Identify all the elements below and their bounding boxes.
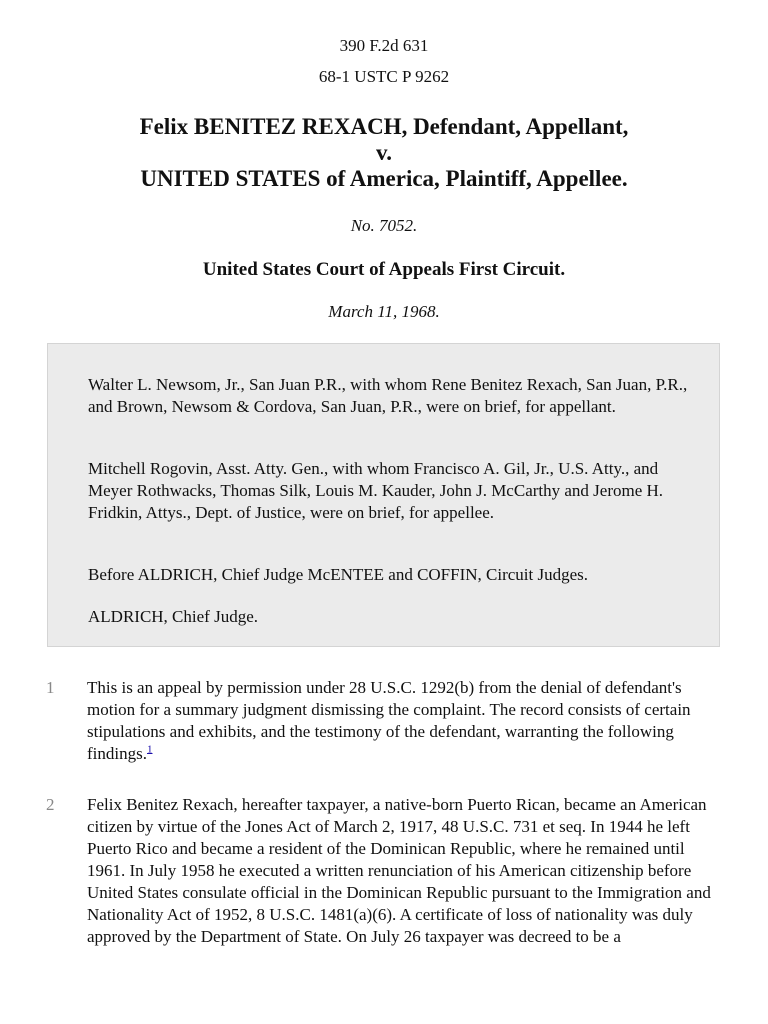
footnote-link[interactable]: 1 [146, 743, 153, 756]
appellant-line: Felix BENITEZ REXACH, Defendant, Appellant, [139, 114, 629, 139]
appellant-counsel: Walter L. Newsom, Jr., San Juan P.R., with whom Rene Benitez Rexach, San Juan, P.R., and Brown, Newsom & Cordova, San Juan, P.R., were on brief, for appellant. [88, 375, 688, 416]
opinion-author: ALDRICH, Chief Judge. [88, 607, 258, 626]
appellee-line: UNITED STATES of America, Plaintiff, Appellee. [140, 166, 628, 191]
reporter-citation: 390 F.2d 631 [339, 36, 429, 55]
counsel-panel [47, 343, 720, 647]
paragraph-text [87, 677, 727, 765]
case-caption [0, 114, 768, 192]
decision-date: March 11, 1968. [328, 302, 440, 321]
versus-line: v. [376, 140, 392, 165]
paragraph-text: Felix Benitez Rexach, hereafter taxpayer, a native-born Puerto Rican, became an American citizen by virtue of the Jones Act of March 2, 1917, 48 U.S.C. 731 et seq. In 1944 he left Puerto Rico and became a resident of the Dominican Republic, where he remained until 1961. In July 1958 he executed a written renunciation of his American citizenship before United States consulate official in the Dominican Republic pursuant to the Immigration and Nationality Act of 1952, 8 U.S.C. 1481(a)(6). A certificate of loss of nationality was duly approved by the Department of State. On July 26 taxpayer was decreed to be a [87, 795, 711, 946]
docket-number: No. 7052. [350, 216, 418, 235]
appellee-counsel: Mitchell Rogovin, Asst. Atty. Gen., with whom Francisco A. Gil, Jr., U.S. Atty., and Meyer Rothwacks, Thomas Silk, Louis M. Kauder, John J. McCarthy and Jerome H. Fridkin, Attys., Dept. of Justice, were on brief, for appellee. [88, 459, 664, 522]
judges-panel: Before ALDRICH, Chief Judge McENTEE and COFFIN, Circuit Judges. [88, 565, 589, 584]
tax-citation: 68-1 USTC P 9262 [318, 67, 450, 86]
paragraph-number: 2 [46, 795, 55, 814]
paragraph-number: 1 [46, 678, 55, 697]
court-name: United States Court of Appeals First Circuit. [202, 259, 566, 280]
paragraph-body: This is an appeal by permission under 28 U.S.C. 1292(b) from the denial of defendant's motion for a summary judgment dismissing the complaint. The record consists of certain stipulations and exhibits, and the testimony of the defendant, warranting the following findings. [87, 678, 691, 763]
